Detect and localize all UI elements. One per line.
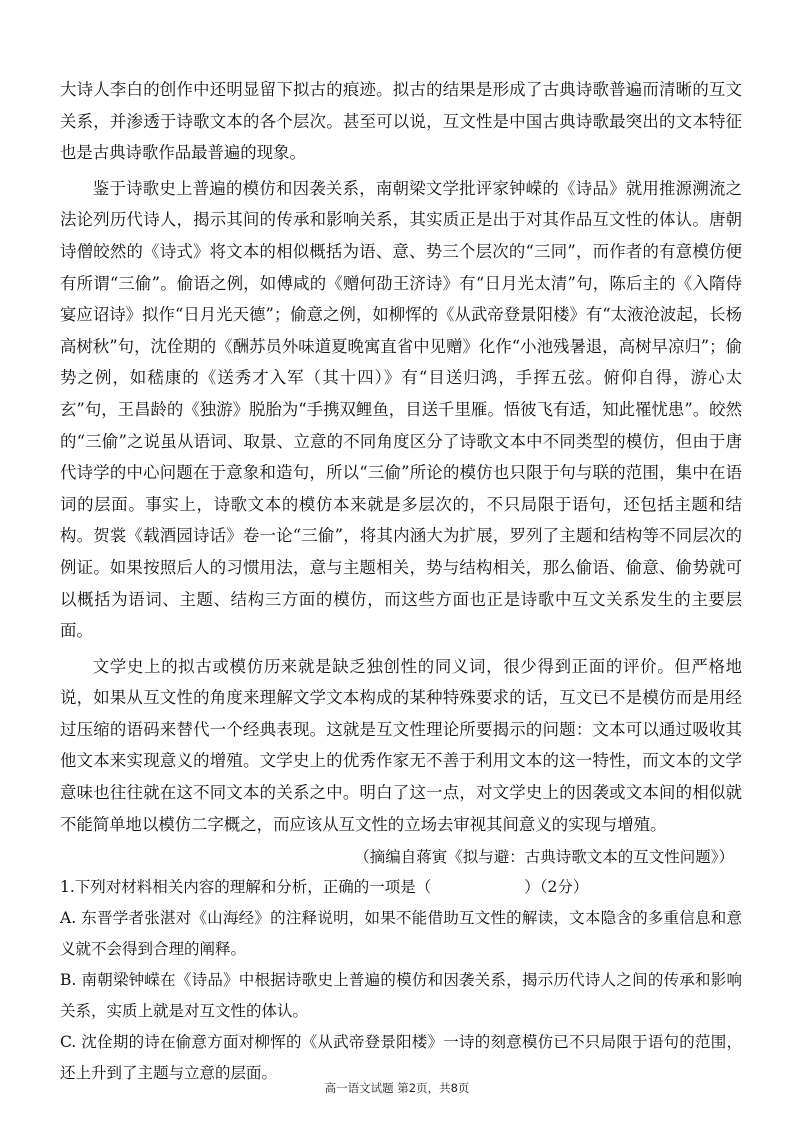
question-1 bbox=[60, 872, 742, 1089]
question-stem: 1.下列对材料相关内容的理解和分析，正确的一项是（ ）（2分） bbox=[60, 878, 589, 897]
option-a: A. 东晋学者张湛对《山海经》的注释说明，如果不能借助互文性的解读，文本隐含的多重信息和意义就不会得到合理的阐释。 bbox=[60, 909, 742, 959]
passage-paragraph-intertextuality: 文学史上的拟古或模仿历来就是缺乏独创性的同义词，很少得到正面的评价。但严格地说，如果从互文性的角度来理解文学文本构成的某种特殊要求的话，互文已不是模仿而是用经过压缩的语码来替代一个经典表现。这就是互文性理论所要揭示的问题：文本可以通过吸收其他文本来实现意义的增殖。文学史上的优秀作家无不善于利用文本的这一特性，而文本的文学意味也往往就在这不同文本的关系之中。明白了这一点，对文学史上的因袭或文本间的相似就不能简单地以模仿二字概之，而应该从互文性的立场去审视其间意义的实现与增殖。 bbox=[60, 656, 742, 834]
passage-source: （摘编自蒋寅《拟与避：古典诗歌文本的互文性问题》） bbox=[354, 848, 734, 867]
document-body bbox=[60, 76, 742, 1089]
passage-paragraph-imitation: 鉴于诗歌史上普遍的模仿和因袭关系，南朝梁文学批评家钟嵘的《诗品》就用推源溯流之法论列历代诗人，揭示其间的传承和影响关系，其实质正是出于对其作品互文性的体认。唐朝诗僧皎然的《诗式》将文本的相似概括为语、意、势三个层次的“三同”，而作者的有意模仿便有所谓“三偷”。偷语之例，如傅咸的《赠何劭王济诗》有“日月光太清”句，陈后主的《入隋侍宴应诏诗》拟作“日月光天德”；偷意之例，如柳恽的《从武帝登景阳楼》有“太液沧波起，长杨高树秋”句，沈佺期的《酬苏员外味道夏晚寓直省中见赠》化作“小池残暑退，高树早凉归”；偷势之例，如嵇康的《送秀才入军（其十四）》有“目送归鸿，手挥五弦。俯仰自得，游心太玄”句，王昌龄的《独游》脱胎为“手携双鲤鱼，目送千里雁。悟彼飞有适，知此罹忧患”。皎然的“三偷”之说虽从语词、取景、立意的不同角度区分了诗歌文本中不同类型的模仿，但由于唐代诗学的中心问题在于意象和造句，所以“三偷”所论的模仿也只限于句与联的范围，集中在语词的层面。事实上，诗歌文本的模仿本来就是多层次的，不只局限于语句，还包括主题和结构。贺裳《载酒园诗话》卷一论“三偷”，将其内涵大为扩展，罗列了主题和结构等不同层次的例证。如果按照后人的习惯用法，意与主题相关，势与结构相关，那么偷语、偷意、偷势就可以概括为语词、主题、结构三方面的模仿，而这些方面也正是诗歌中互文关系发生的主要层面。 bbox=[60, 178, 742, 641]
option-c: C. 沈佺期的诗在偷意方面对柳恽的《从武帝登景阳楼》一诗的刻意模仿已不只局限于语句的范围，还上升到了主题与立意的层面。 bbox=[60, 1033, 742, 1083]
passage-paragraph-continued: 大诗人李白的创作中还明显留下拟古的痕迹。拟古的结果是形成了古典诗歌普遍而清晰的互文关系，并渗透于诗歌文本的各个层次。甚至可以说，互文性是中国古典诗歌最突出的文本特征也是古典诗歌作品最普遍的现象。 bbox=[60, 80, 742, 163]
page-footer: 高一语文试题 第2页，共8页 bbox=[324, 1081, 470, 1095]
option-b: B. 南朝梁钟嵘在《诗品》中根据诗歌史上普遍的模仿和因袭关系，揭示历代诗人之间的传承和影响关系，实质上就是对互文性的体认。 bbox=[60, 971, 742, 1021]
